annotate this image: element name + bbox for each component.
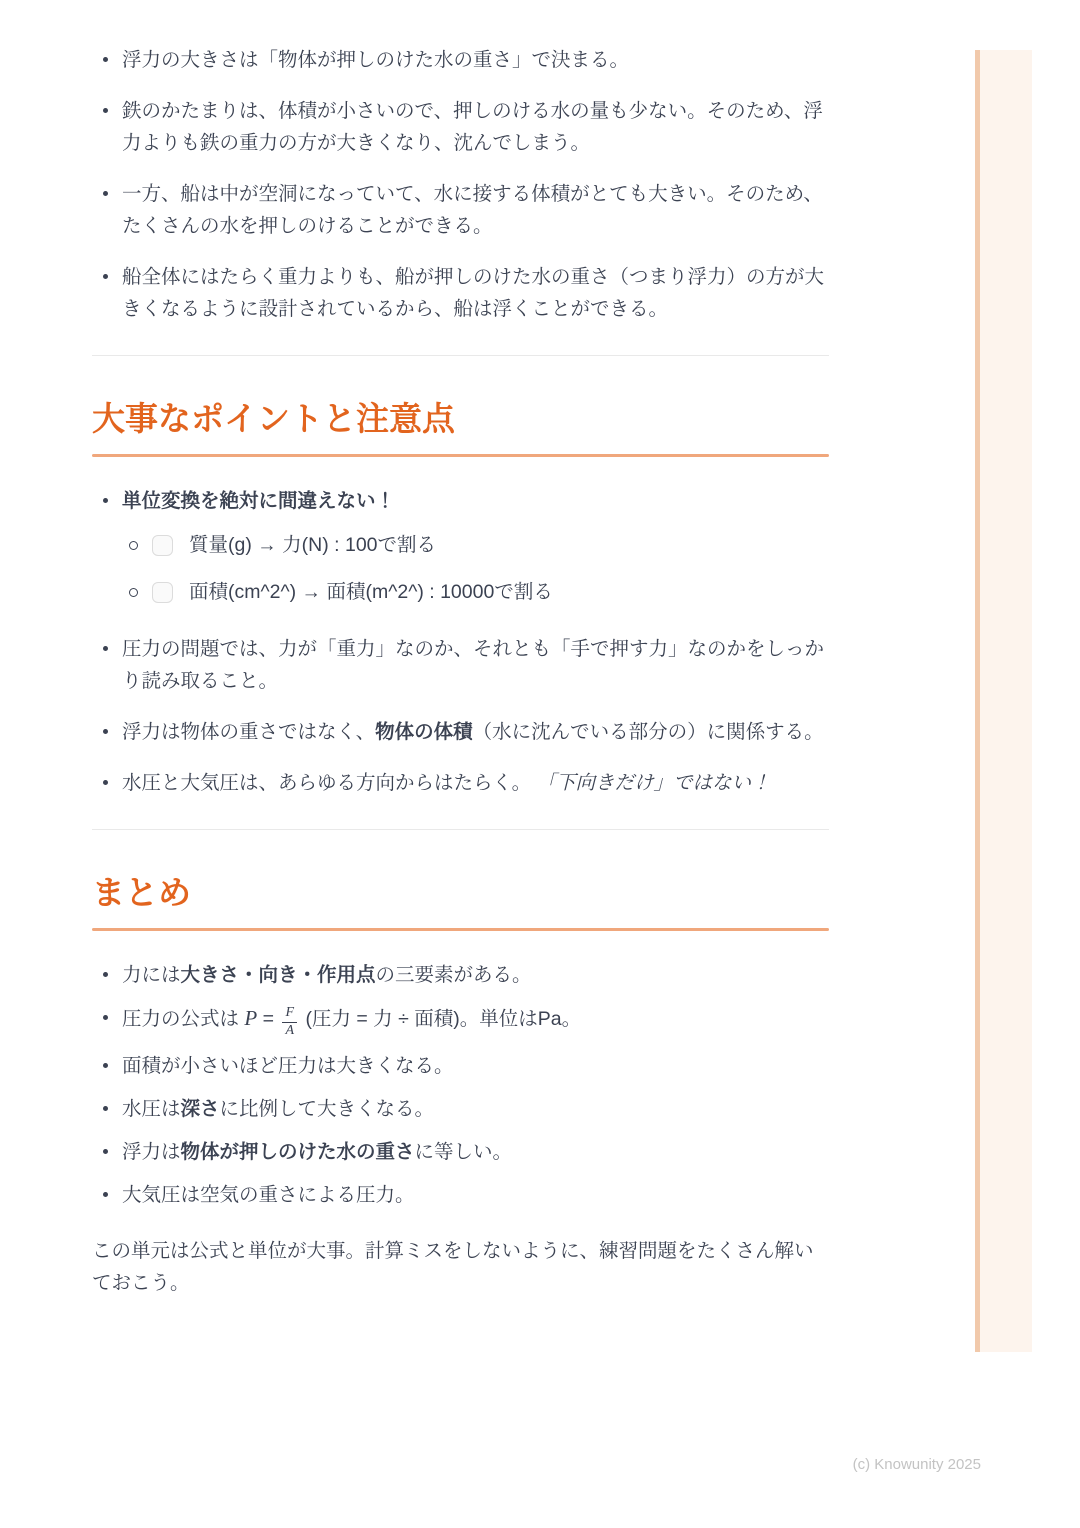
bullet-text (122, 1002, 581, 1039)
bullet-item (92, 261, 829, 325)
bullet-text (122, 1136, 512, 1168)
text-segment: 一方、船は中が空洞になっていて、水に接する体積がとても大きい。そのため、たくさんの水を押しのけることができる。 (122, 183, 823, 237)
bullet-item (92, 767, 829, 799)
checkbox[interactable] (152, 582, 173, 603)
bullet-marker (103, 1015, 108, 1020)
bullet-marker (103, 1063, 108, 1068)
bullet-text (122, 178, 829, 242)
text-segment-bold: 物体の体積 (375, 721, 473, 743)
text-segment: 面積が小さいほど圧力は大きくなる。 (122, 1054, 454, 1077)
bullet-text (122, 1179, 415, 1211)
bullet-item (92, 1050, 829, 1082)
bullet-marker (103, 274, 108, 279)
text-segment: 圧力の問題では、力が「重力」なのか、それとも「手で押す力」なのかをしっかり読み取ること。 (122, 638, 825, 692)
text-segment: 大気圧は空気の重さによる圧力。 (122, 1183, 415, 1206)
bullet-marker (103, 780, 108, 785)
bullet-marker (103, 191, 108, 196)
bullet-text (122, 1050, 454, 1082)
text-segment-bold: 大きさ・向き・作用点 (180, 964, 376, 986)
checklist-label: 質量(g) → 力(N) : 100で割る (189, 534, 437, 556)
bullet-item (92, 95, 829, 159)
math-variable-p: P (244, 1006, 258, 1030)
bullet-item (92, 1002, 829, 1039)
text-segment: (圧力 = 力 ÷ 面積)。単位はPa。 (300, 1008, 582, 1030)
bullet-marker (103, 57, 108, 62)
section-title-summary: まとめ (92, 874, 191, 911)
text-segment-bold: 物体が押しのけた水の重さ (180, 1140, 415, 1163)
text-segment: 浮力は (122, 1140, 181, 1163)
text-segment: 鉄のかたまりは、体積が小さいので、押しのける水の量も少ない。そのため、浮力よりも鉄の重力の方が大きくなり、沈んでしまう。 (122, 100, 823, 154)
bullet-text (122, 44, 629, 76)
checklist-label: 面積(cm^2^) → 面積(m^2^) : 10000で割る (189, 581, 553, 603)
bullet-item (92, 959, 829, 991)
text-segment-bold: 単位変換を絶対に間違えない！ (122, 490, 396, 512)
bullet-item (92, 1136, 829, 1168)
bullet-item (92, 44, 829, 76)
text-segment: （水に沈んでいる部分の）に関係する。 (472, 721, 824, 743)
section-title-points: 大事なポイントと注意点 (92, 400, 455, 437)
accent-rule (92, 454, 829, 457)
bullet-text (122, 633, 829, 697)
copyright-text: (c) Knowunity 2025 (852, 1456, 981, 1473)
fraction-numerator: F (282, 1006, 297, 1023)
accent-rule (92, 928, 829, 931)
closing-paragraph: この単元は公式と単位が大事。計算ミスをしないように、練習問題をたくさん解いておこう。 (92, 1239, 814, 1294)
text-segment: に比例して大きくなる。 (219, 1097, 435, 1120)
bullet-marker (103, 729, 108, 734)
bullet-item (92, 178, 829, 242)
fraction-denominator: A (285, 1023, 295, 1038)
bullet-marker (103, 1106, 108, 1111)
bullet-marker (103, 108, 108, 113)
checklist-item (129, 532, 829, 558)
bullet-item (92, 1093, 829, 1125)
text-segment: 水圧は (122, 1097, 181, 1120)
circle-marker (129, 588, 138, 597)
bullet-text (122, 95, 829, 159)
text-segment: に等しい。 (414, 1140, 513, 1163)
bullet-marker (103, 1192, 108, 1197)
fraction (282, 1006, 297, 1038)
text-segment: 浮力は物体の重さではなく、 (122, 721, 376, 743)
bullet-text (122, 1093, 434, 1125)
bullet-item (92, 716, 829, 748)
text-segment: 力には (122, 964, 181, 986)
text-segment-bold: 深さ (180, 1097, 220, 1120)
math-equals: = (262, 1008, 275, 1030)
bullet-text (122, 959, 532, 991)
note-page-content (92, 44, 829, 1318)
circle-marker (129, 541, 138, 550)
bullet-text (122, 261, 829, 325)
section-divider (92, 829, 829, 830)
text-segment: 浮力の大きさは「物体が押しのけた水の重さ」で決まる。 (122, 49, 630, 71)
text-segment: 圧力の公式は (122, 1008, 245, 1030)
bullet-item (92, 1179, 829, 1211)
bullet-marker (103, 498, 108, 503)
bullet-marker (103, 1149, 108, 1154)
text-segment: の三要素がある。 (375, 964, 532, 986)
bullet-marker (103, 646, 108, 651)
bullet-text (122, 716, 824, 748)
bullet-item (92, 633, 829, 697)
text-segment: 船全体にはたらく重力よりも、船が押しのけた水の重さ（つまり浮力）の方が大きくなるように設計されているから、船は浮くことができる。 (122, 266, 825, 320)
bullet-text (122, 767, 771, 799)
checklist-item (129, 579, 829, 605)
section-divider (92, 355, 829, 356)
checkbox[interactable] (152, 535, 173, 556)
bullet-text (122, 485, 395, 517)
text-segment-italic: 「下向きだけ」ではない！ (536, 772, 771, 794)
side-accent-bar (975, 50, 1032, 1352)
bullet-item (92, 485, 829, 517)
text-segment: 水圧と大気圧は、あらゆる方向からはたらく。 (122, 772, 537, 794)
bullet-marker (103, 972, 108, 977)
